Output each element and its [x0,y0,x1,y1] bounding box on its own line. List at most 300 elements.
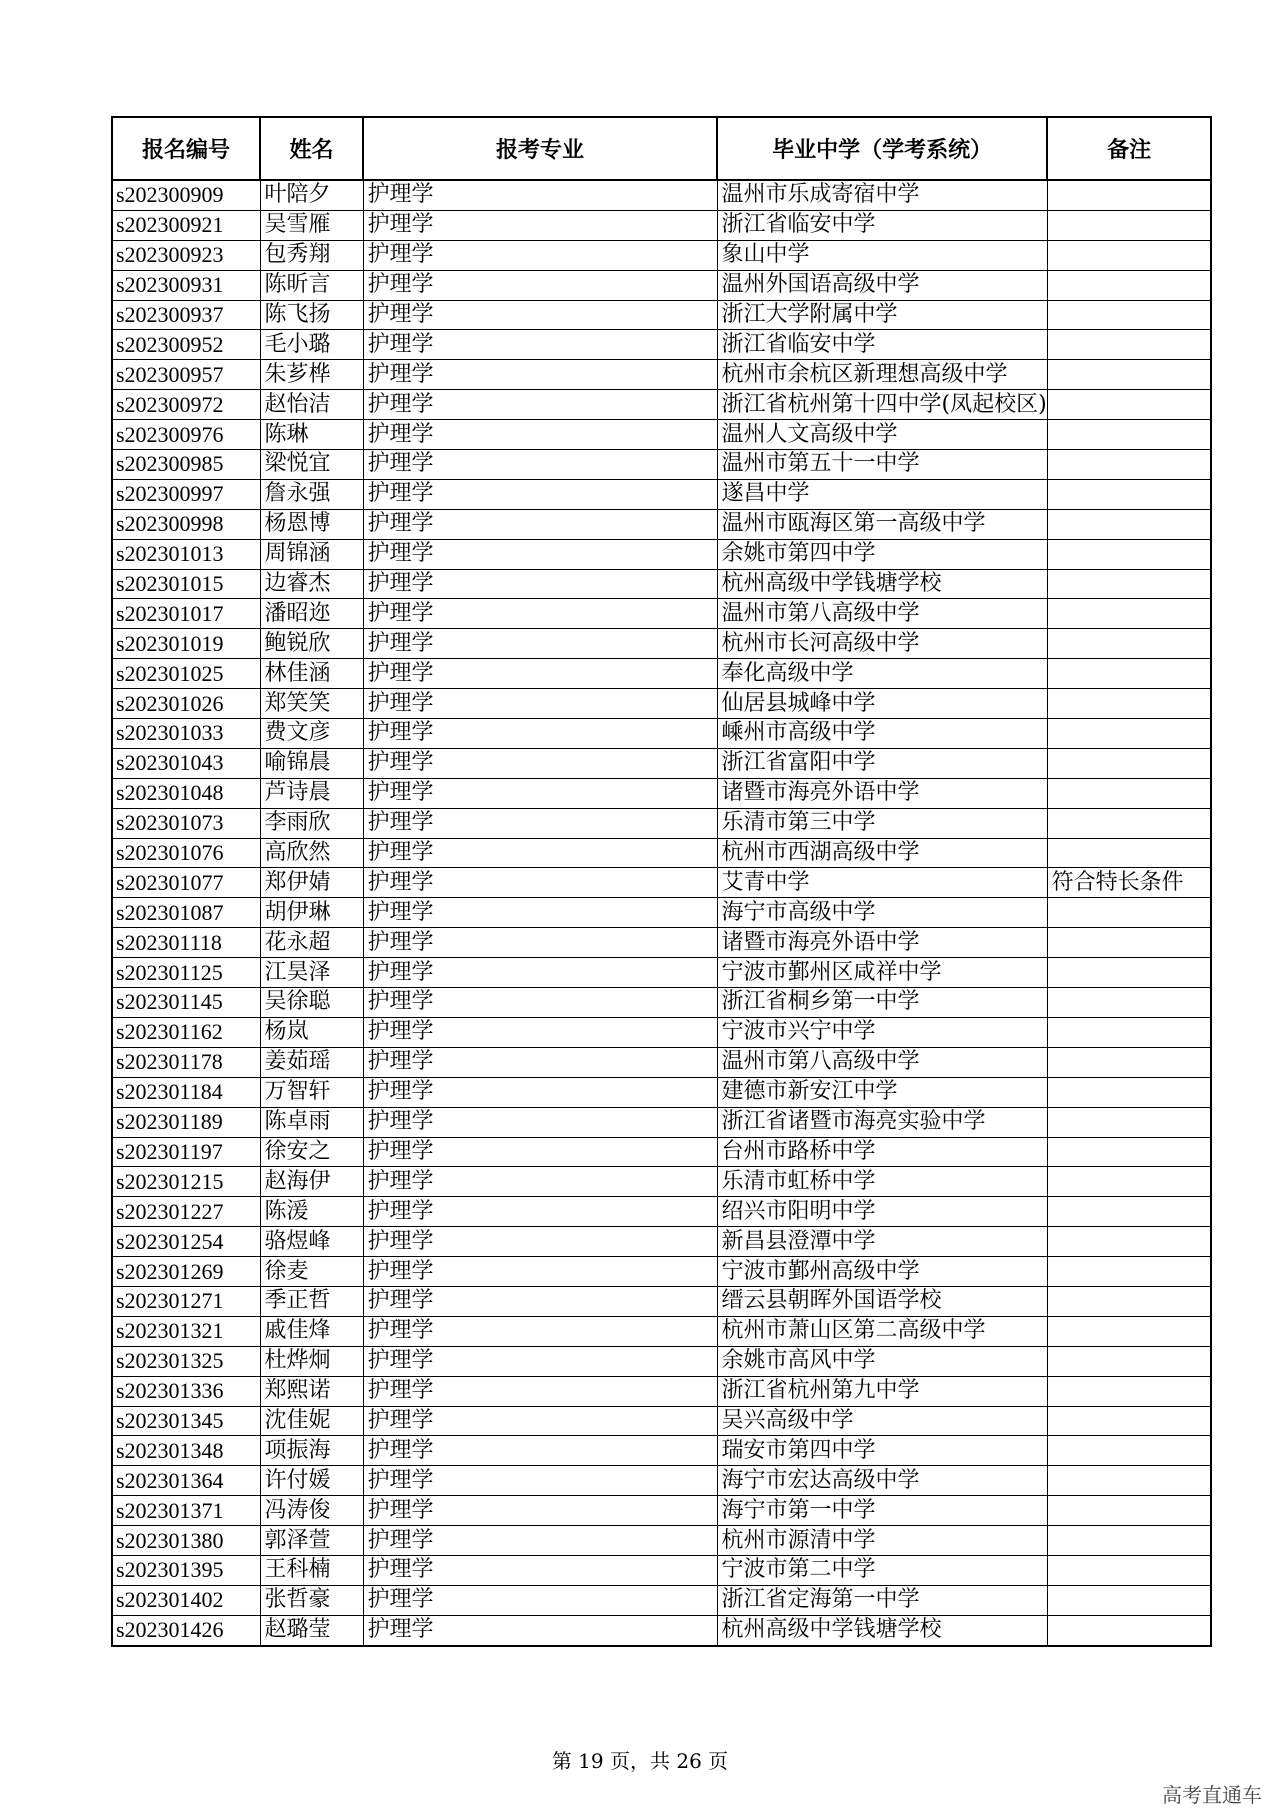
cell-remark [1047,1346,1211,1376]
cell-registration-id: s202301380 [112,1526,260,1556]
cell-school: 浙江省诸暨市海亮实验中学 [717,1107,1047,1137]
cell-major: 护理学 [363,719,717,749]
cell-school: 诸暨市海亮外语中学 [717,928,1047,958]
cell-registration-id: s202301189 [112,1107,260,1137]
table-row [112,240,1211,270]
cell-remark [1047,420,1211,450]
cell-registration-id: s202301043 [112,748,260,778]
cell-name: 梁悦宜 [260,450,363,480]
cell-remark: 符合特长条件 [1047,868,1211,898]
cell-name: 郑笑笑 [260,689,363,719]
cell-major: 护理学 [363,450,717,480]
cell-school: 浙江省桐乡第一中学 [717,988,1047,1018]
cell-remark [1047,1017,1211,1047]
cell-major: 护理学 [363,838,717,868]
table-row [112,569,1211,599]
cell-registration-id: s202301254 [112,1227,260,1257]
table-row [112,958,1211,988]
cell-remark [1047,569,1211,599]
cell-remark [1047,1197,1211,1227]
cell-major: 护理学 [363,1257,717,1287]
table-row [112,360,1211,390]
cell-major: 护理学 [363,1496,717,1526]
cell-major: 护理学 [363,988,717,1018]
cell-school: 奉化高级中学 [717,659,1047,689]
cell-registration-id: s202301364 [112,1466,260,1496]
cell-name: 潘昭迩 [260,599,363,629]
cell-school: 温州市瓯海区第一高级中学 [717,509,1047,539]
cell-major: 护理学 [363,1555,717,1585]
cell-remark [1047,360,1211,390]
cell-registration-id: s202301215 [112,1167,260,1197]
cell-major: 护理学 [363,210,717,240]
table-row [112,479,1211,509]
cell-name: 费文彦 [260,719,363,749]
cell-school: 浙江省杭州第九中学 [717,1376,1047,1406]
cell-registration-id: s202300921 [112,210,260,240]
table-row [112,838,1211,868]
cell-major: 护理学 [363,1227,717,1257]
table-row [112,1197,1211,1227]
cell-major: 护理学 [363,599,717,629]
cell-registration-id: s202301077 [112,868,260,898]
cell-school: 仙居县城峰中学 [717,689,1047,719]
cell-major: 护理学 [363,1346,717,1376]
cell-major: 护理学 [363,1077,717,1107]
cell-major: 护理学 [363,928,717,958]
header-row [112,117,1211,180]
cell-remark [1047,1257,1211,1287]
cell-major: 护理学 [363,1137,717,1167]
cell-major: 护理学 [363,330,717,360]
cell-school: 宁波市鄞州高级中学 [717,1257,1047,1287]
cell-registration-id: s202301162 [112,1017,260,1047]
table-row [112,180,1211,210]
cell-school: 杭州市余杭区新理想高级中学 [717,360,1047,390]
cell-school: 温州人文高级中学 [717,420,1047,450]
cell-registration-id: s202301336 [112,1376,260,1406]
cell-major: 护理学 [363,1286,717,1316]
cell-remark [1047,958,1211,988]
table-row [112,1406,1211,1436]
cell-remark [1047,1316,1211,1346]
table-row [112,1436,1211,1466]
cell-registration-id: s202300957 [112,360,260,390]
cell-school: 宁波市第二中学 [717,1555,1047,1585]
cell-name: 李雨欣 [260,808,363,838]
cell-name: 吴雪雁 [260,210,363,240]
cell-name: 吴徐聪 [260,988,363,1018]
table-row [112,300,1211,330]
cell-major: 护理学 [363,1376,717,1406]
page-number: 第 19 页，共 26 页 [551,1749,729,1773]
cell-registration-id: s202300937 [112,300,260,330]
cell-remark [1047,1286,1211,1316]
cell-major: 护理学 [363,360,717,390]
cell-remark [1047,180,1211,210]
table-row [112,1555,1211,1585]
cell-name: 陈湲 [260,1197,363,1227]
cell-major: 护理学 [363,1585,717,1615]
header-registration-id: 报名编号 [112,117,260,180]
cell-name: 陈飞扬 [260,300,363,330]
cell-name: 詹永强 [260,479,363,509]
cell-remark [1047,1167,1211,1197]
cell-major: 护理学 [363,1017,717,1047]
cell-remark [1047,1137,1211,1167]
cell-name: 陈卓雨 [260,1107,363,1137]
cell-registration-id: s202301019 [112,629,260,659]
cell-registration-id: s202301087 [112,898,260,928]
cell-name: 郑熙诺 [260,1376,363,1406]
cell-major: 护理学 [363,539,717,569]
cell-name: 戚佳烽 [260,1316,363,1346]
table-row [112,1346,1211,1376]
table-row [112,1526,1211,1556]
cell-school: 杭州市长河高级中学 [717,629,1047,659]
cell-registration-id: s202301026 [112,689,260,719]
cell-major: 护理学 [363,629,717,659]
cell-remark [1047,300,1211,330]
cell-major: 护理学 [363,1406,717,1436]
cell-registration-id: s202300931 [112,270,260,300]
table-row [112,1316,1211,1346]
cell-name: 周锦涵 [260,539,363,569]
cell-remark [1047,1466,1211,1496]
cell-name: 朱芗桦 [260,360,363,390]
table-row [112,1496,1211,1526]
cell-registration-id: s202301227 [112,1197,260,1227]
cell-name: 边睿杰 [260,569,363,599]
cell-name: 项振海 [260,1436,363,1466]
cell-name: 陈琳 [260,420,363,450]
cell-name: 毛小璐 [260,330,363,360]
table-row [112,1077,1211,1107]
cell-registration-id: s202301402 [112,1585,260,1615]
cell-major: 护理学 [363,240,717,270]
cell-remark [1047,270,1211,300]
cell-remark [1047,748,1211,778]
cell-name: 杨岚 [260,1017,363,1047]
cell-school: 温州外国语高级中学 [717,270,1047,300]
table-row [112,390,1211,420]
cell-school: 吴兴高级中学 [717,1406,1047,1436]
cell-school: 浙江省富阳中学 [717,748,1047,778]
cell-major: 护理学 [363,1107,717,1137]
table-row [112,1137,1211,1167]
cell-remark [1047,838,1211,868]
cell-major: 护理学 [363,569,717,599]
cell-school: 海宁市第一中学 [717,1496,1047,1526]
cell-registration-id: s202300976 [112,420,260,450]
table-row [112,1167,1211,1197]
cell-major: 护理学 [363,1466,717,1496]
cell-school: 缙云县朝晖外国语学校 [717,1286,1047,1316]
cell-major: 护理学 [363,748,717,778]
cell-name: 冯涛俊 [260,1496,363,1526]
cell-remark [1047,1107,1211,1137]
cell-major: 护理学 [363,898,717,928]
cell-major: 护理学 [363,270,717,300]
cell-registration-id: s202301145 [112,988,260,1018]
cell-registration-id: s202300998 [112,509,260,539]
cell-registration-id: s202301345 [112,1406,260,1436]
cell-school: 建德市新安江中学 [717,1077,1047,1107]
table-row [112,1585,1211,1615]
cell-major: 护理学 [363,778,717,808]
header-major: 报考专业 [363,117,717,180]
cell-school: 宁波市鄞州区咸祥中学 [717,958,1047,988]
cell-major: 护理学 [363,659,717,689]
cell-school: 艾青中学 [717,868,1047,898]
table-row [112,450,1211,480]
cell-name: 包秀翔 [260,240,363,270]
table-row [112,748,1211,778]
cell-name: 花永超 [260,928,363,958]
cell-major: 护理学 [363,689,717,719]
cell-remark [1047,1047,1211,1077]
cell-remark [1047,479,1211,509]
cell-school: 杭州市萧山区第二高级中学 [717,1316,1047,1346]
cell-major: 护理学 [363,1615,717,1645]
cell-school: 遂昌中学 [717,479,1047,509]
admission-list-table [111,116,1212,1647]
cell-registration-id: s202301076 [112,838,260,868]
cell-name: 徐安之 [260,1137,363,1167]
table-row [112,1466,1211,1496]
header-school: 毕业中学（学考系统） [717,117,1047,180]
cell-registration-id: s202300985 [112,450,260,480]
cell-name: 沈佳妮 [260,1406,363,1436]
cell-registration-id: s202301184 [112,1077,260,1107]
cell-remark [1047,1406,1211,1436]
table-row [112,420,1211,450]
cell-major: 护理学 [363,390,717,420]
cell-major: 护理学 [363,1316,717,1346]
cell-registration-id: s202301271 [112,1286,260,1316]
cell-name: 叶陪夕 [260,180,363,210]
cell-major: 护理学 [363,420,717,450]
table-row [112,808,1211,838]
cell-registration-id: s202300923 [112,240,260,270]
cell-major: 护理学 [363,808,717,838]
header-remark: 备注 [1047,117,1211,180]
cell-remark [1047,1376,1211,1406]
cell-name: 芦诗晨 [260,778,363,808]
cell-major: 护理学 [363,1197,717,1227]
cell-remark [1047,240,1211,270]
cell-remark [1047,1436,1211,1466]
cell-name: 江昊泽 [260,958,363,988]
cell-name: 郭泽萱 [260,1526,363,1556]
cell-remark [1047,599,1211,629]
cell-major: 护理学 [363,1167,717,1197]
cell-name: 林佳涵 [260,659,363,689]
cell-major: 护理学 [363,868,717,898]
cell-school: 浙江省杭州第十四中学(凤起校区) [717,390,1047,420]
cell-name: 骆煜峰 [260,1227,363,1257]
cell-remark [1047,778,1211,808]
cell-registration-id: s202300952 [112,330,260,360]
table-row [112,928,1211,958]
cell-school: 温州市第八高级中学 [717,1047,1047,1077]
table-row [112,898,1211,928]
cell-name: 鲍锐欣 [260,629,363,659]
cell-remark [1047,659,1211,689]
table-row [112,778,1211,808]
cell-remark [1047,1077,1211,1107]
cell-registration-id: s202301325 [112,1346,260,1376]
cell-school: 台州市路桥中学 [717,1137,1047,1167]
cell-remark [1047,330,1211,360]
table-row [112,210,1211,240]
cell-name: 高欣然 [260,838,363,868]
cell-school: 新昌县澄潭中学 [717,1227,1047,1257]
cell-school: 乐清市虹桥中学 [717,1167,1047,1197]
table-row [112,1017,1211,1047]
cell-school: 浙江省临安中学 [717,210,1047,240]
cell-school: 余姚市第四中学 [717,539,1047,569]
table-row [112,1257,1211,1287]
cell-remark [1047,898,1211,928]
cell-major: 护理学 [363,509,717,539]
table-row [112,330,1211,360]
cell-registration-id: s202301178 [112,1047,260,1077]
cell-school: 杭州高级中学钱塘学校 [717,1615,1047,1645]
table-row [112,719,1211,749]
table-row [112,1376,1211,1406]
cell-name: 许付媛 [260,1466,363,1496]
cell-name: 徐麦 [260,1257,363,1287]
table-body [112,180,1211,1646]
cell-remark [1047,629,1211,659]
cell-registration-id: s202301321 [112,1316,260,1346]
table-row [112,509,1211,539]
cell-registration-id: s202300909 [112,180,260,210]
cell-registration-id: s202301013 [112,539,260,569]
cell-school: 温州市第五十一中学 [717,450,1047,480]
cell-name: 胡伊琳 [260,898,363,928]
cell-name: 姜茹瑶 [260,1047,363,1077]
table-row [112,270,1211,300]
cell-registration-id: s202300972 [112,390,260,420]
cell-school: 杭州市西湖高级中学 [717,838,1047,868]
table-row [112,689,1211,719]
cell-name: 郑伊婧 [260,868,363,898]
table-row [112,988,1211,1018]
cell-remark [1047,210,1211,240]
cell-school: 温州市乐成寄宿中学 [717,180,1047,210]
cell-registration-id: s202300997 [112,479,260,509]
cell-remark [1047,1496,1211,1526]
cell-remark [1047,928,1211,958]
cell-remark [1047,689,1211,719]
cell-registration-id: s202301269 [112,1257,260,1287]
table-row [112,1227,1211,1257]
cell-major: 护理学 [363,479,717,509]
table-row [112,539,1211,569]
cell-major: 护理学 [363,180,717,210]
cell-remark [1047,719,1211,749]
cell-name: 杜烨炯 [260,1346,363,1376]
table-row [112,629,1211,659]
table-row [112,868,1211,898]
table-header [112,117,1211,180]
table-row [112,1107,1211,1137]
cell-name: 杨恩博 [260,509,363,539]
cell-remark [1047,1615,1211,1645]
cell-registration-id: s202301395 [112,1555,260,1585]
cell-name: 赵海伊 [260,1167,363,1197]
cell-registration-id: s202301371 [112,1496,260,1526]
cell-name: 赵怡洁 [260,390,363,420]
cell-school: 海宁市高级中学 [717,898,1047,928]
table-row [112,659,1211,689]
cell-name: 万智轩 [260,1077,363,1107]
cell-name: 陈昕言 [260,270,363,300]
cell-registration-id: s202301033 [112,719,260,749]
cell-registration-id: s202301025 [112,659,260,689]
cell-school: 诸暨市海亮外语中学 [717,778,1047,808]
cell-school: 浙江省定海第一中学 [717,1585,1047,1615]
cell-school: 杭州市源清中学 [717,1526,1047,1556]
cell-school: 嵊州市高级中学 [717,719,1047,749]
cell-school: 浙江省临安中学 [717,330,1047,360]
cell-remark [1047,509,1211,539]
cell-remark [1047,1526,1211,1556]
cell-registration-id: s202301348 [112,1436,260,1466]
cell-school: 海宁市宏达高级中学 [717,1466,1047,1496]
cell-registration-id: s202301073 [112,808,260,838]
cell-registration-id: s202301426 [112,1615,260,1645]
cell-registration-id: s202301017 [112,599,260,629]
cell-remark [1047,1585,1211,1615]
cell-registration-id: s202301048 [112,778,260,808]
cell-school: 瑞安市第四中学 [717,1436,1047,1466]
cell-remark [1047,450,1211,480]
table-row [112,599,1211,629]
table-row [112,1047,1211,1077]
cell-name: 喻锦晨 [260,748,363,778]
cell-registration-id: s202301125 [112,958,260,988]
cell-major: 护理学 [363,958,717,988]
cell-registration-id: s202301197 [112,1137,260,1167]
table-row [112,1615,1211,1645]
cell-major: 护理学 [363,1436,717,1466]
cell-school: 宁波市兴宁中学 [717,1017,1047,1047]
cell-name: 赵璐莹 [260,1615,363,1645]
cell-remark [1047,390,1211,420]
header-name: 姓名 [260,117,363,180]
cell-remark [1047,1555,1211,1585]
brand-watermark: 高考直通车 [1162,1783,1262,1807]
cell-school: 温州市第八高级中学 [717,599,1047,629]
cell-remark [1047,1227,1211,1257]
table-row [112,1286,1211,1316]
cell-registration-id: s202301118 [112,928,260,958]
cell-major: 护理学 [363,1047,717,1077]
cell-major: 护理学 [363,1526,717,1556]
cell-school: 绍兴市阳明中学 [717,1197,1047,1227]
cell-remark [1047,988,1211,1018]
cell-name: 王科楠 [260,1555,363,1585]
cell-remark [1047,539,1211,569]
cell-school: 余姚市高风中学 [717,1346,1047,1376]
cell-school: 象山中学 [717,240,1047,270]
cell-school: 浙江大学附属中学 [717,300,1047,330]
cell-major: 护理学 [363,300,717,330]
cell-school: 杭州高级中学钱塘学校 [717,569,1047,599]
